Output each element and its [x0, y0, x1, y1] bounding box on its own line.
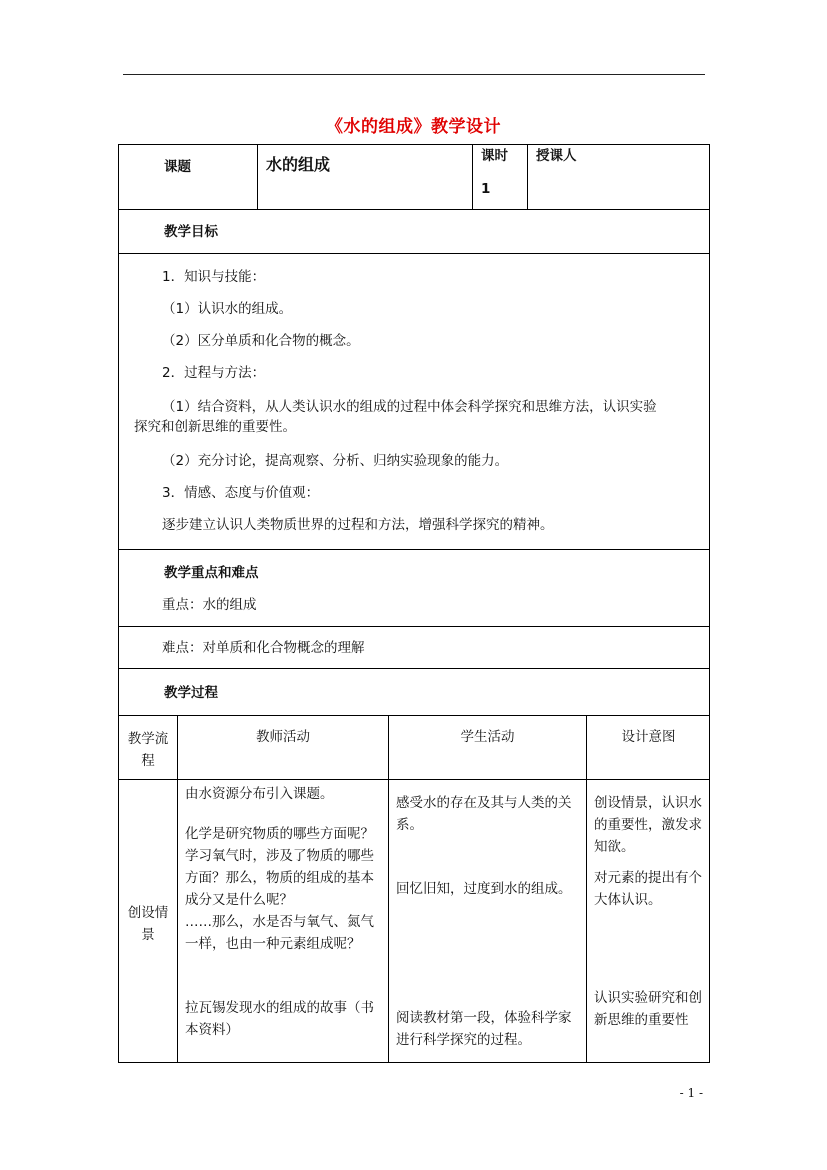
document-title: 《水的组成》教学设计: [326, 117, 501, 137]
col-divider: [388, 715, 389, 1063]
header-rule: [123, 74, 705, 75]
design-intent: 对元素的提出有个大体认识。: [594, 870, 702, 908]
key-point: 重点：水的组成: [162, 597, 257, 613]
col-divider: [527, 144, 528, 209]
topic-value: 水的组成: [266, 155, 331, 174]
col-divider: [586, 715, 587, 1063]
topic-label: 课题: [164, 159, 191, 175]
teacher-activity: 由水资源分布引入课题。: [185, 786, 334, 802]
row-divider: [118, 253, 710, 254]
row-divider: [118, 779, 710, 780]
objective-line: 2．过程与方法：: [162, 365, 266, 381]
process-heading: 教学过程: [164, 685, 218, 701]
design-intent: 创设情景，认识水的重要性，激发求知欲。: [594, 795, 702, 855]
student-activity: 阅读教材第一段，体验科学家进行科学探究的过程。: [396, 1010, 572, 1048]
column-header-intent: 设计意图: [621, 729, 676, 745]
teacher-activity: ……那么，水是否与氧气、氮气一样，也由一种元素组成呢？: [185, 914, 374, 952]
column-header-teacher: 教师活动: [256, 729, 310, 745]
teacher-activity: 拉瓦锡发现水的组成的故事（书本资料）: [185, 1000, 374, 1038]
objective-line: （2）充分讨论，提高观察、分析、归纳实验现象的能力。: [162, 453, 509, 469]
col-divider: [177, 715, 178, 1063]
student-activity: 回忆旧知，过度到水的组成。: [396, 881, 572, 897]
period-label: 课时: [481, 148, 508, 164]
teacher-activity: 化学是研究物质的哪些方面呢？学习氧气时，涉及了物质的哪些方面？那么，物质的组成的基本成分又是什么呢？: [185, 826, 374, 908]
difficulty: 难点：对单质和化合物概念的理解: [162, 640, 365, 656]
teacher-label: 授课人: [536, 148, 577, 164]
student-activity: 感受水的存在及其与人类的关系。: [396, 795, 572, 833]
objective-line: 1．知识与技能：: [162, 269, 266, 285]
column-header-student: 学生活动: [460, 729, 515, 745]
col-divider: [472, 144, 473, 209]
page-number: - 1 -: [679, 1086, 703, 1100]
row-divider: [118, 209, 710, 210]
col-divider: [257, 144, 258, 209]
row-divider: [118, 626, 710, 627]
row-divider: [118, 549, 710, 550]
objective-line: 3．情感、态度与价值观：: [162, 485, 320, 501]
period-value: 1: [481, 181, 491, 197]
objective-line: （1）认识水的组成。: [162, 301, 293, 317]
objective-line: 探究和创新思维的重要性。: [134, 419, 296, 435]
objectives-heading: 教学目标: [164, 224, 218, 240]
row-divider: [118, 715, 710, 716]
objective-line: 逐步建立认识人类物质世界的过程和方法，增强科学探究的精神。: [162, 517, 554, 533]
design-intent: 认识实验研究和创新思维的重要性: [594, 990, 702, 1028]
key-points-heading: 教学重点和难点: [164, 565, 259, 581]
stage-cell: 创设情景: [127, 905, 169, 943]
objective-line: （1）结合资料，从人类认识水的组成的过程中体会科学探究和思维方法，认识实验: [162, 399, 657, 415]
column-header-stage: 教学流程: [127, 731, 169, 769]
objective-line: （2）区分单质和化合物的概念。: [162, 333, 360, 349]
row-divider: [118, 668, 710, 669]
